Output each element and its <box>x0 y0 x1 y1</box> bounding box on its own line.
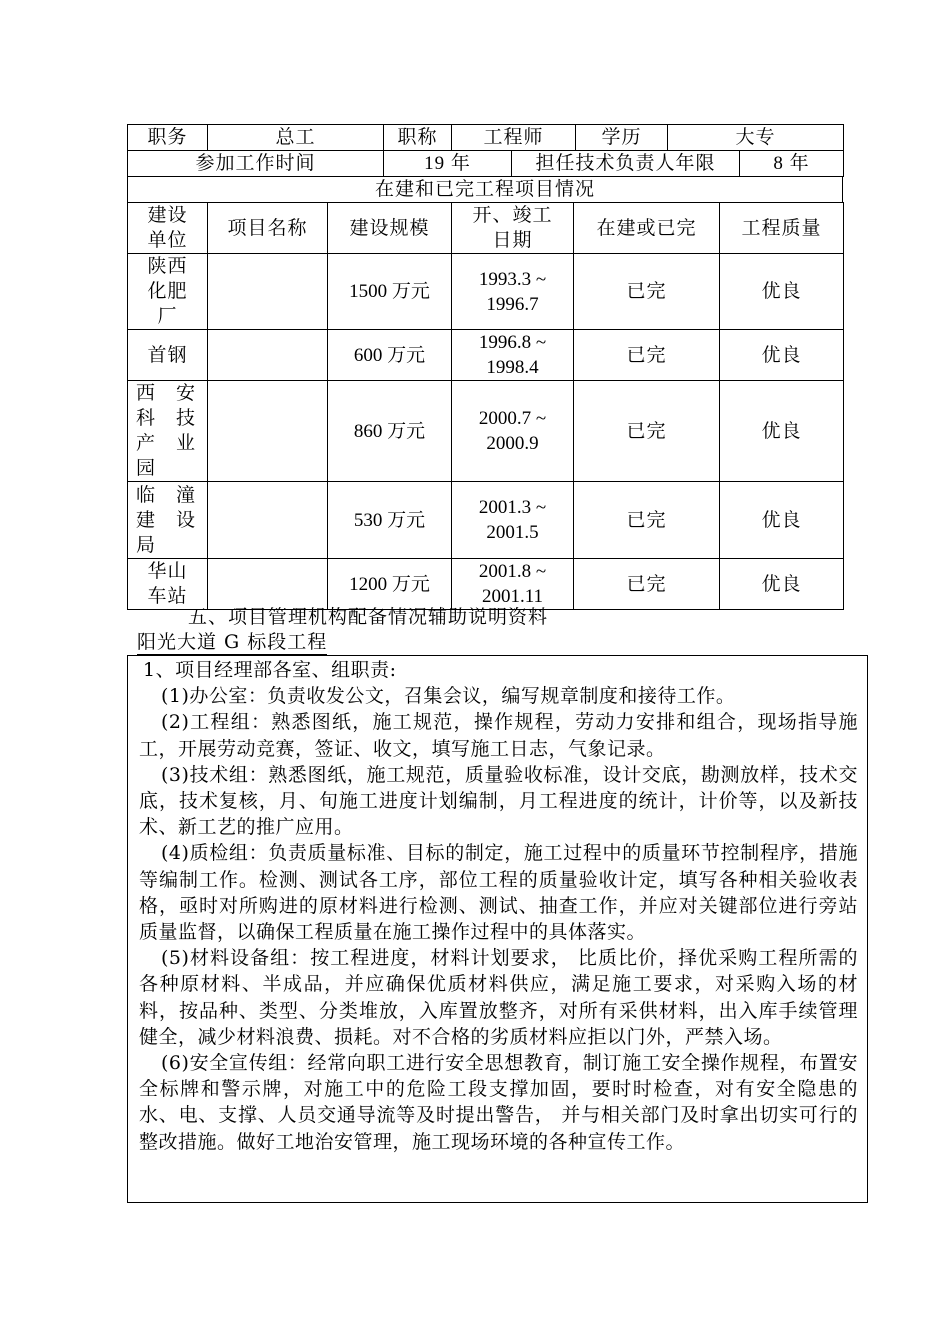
start-date: 2001.8 ~ <box>478 561 547 582</box>
scale-cell: 600 万元 <box>328 330 452 381</box>
col-header-dates <box>452 203 574 254</box>
responsibility-item: (6)安全宣传组：经常向职工进行安全思想教育，制订施工安全操作规程，布置安全标牌和警示牌，对施工中的危险工段支撑加固，要时时检查，对有安全隐患的水、电、支撑、人员交通导流等及时提出警告， 并与相关部门及时拿出切实可行的整改措施。做好工地治安管理，施工现场环境的各种宣传工作。 <box>139 1052 858 1153</box>
dates-cell <box>452 559 574 610</box>
unit-cell <box>128 482 208 559</box>
table-row <box>128 254 844 330</box>
project-name-cell <box>208 330 328 381</box>
table-row <box>128 330 844 381</box>
status-cell: 已完 <box>574 559 720 610</box>
col-header-dates-line-1: 开、竣工 <box>472 204 553 226</box>
project-name-cell <box>208 482 328 559</box>
unit-line: 科 技 <box>136 407 197 429</box>
unit-line: 化肥 <box>147 280 188 302</box>
tech-lead-label: 担任技术负责人年限 <box>512 151 740 177</box>
unit-line: 华山 <box>147 560 188 582</box>
position-label: 职务 <box>128 125 208 151</box>
position-value: 总工 <box>208 125 384 151</box>
personal-info-row-2 <box>127 150 844 177</box>
table-row <box>128 381 844 482</box>
responsibilities-box <box>127 655 868 1203</box>
title-value: 工程师 <box>452 125 576 151</box>
education-value: 大专 <box>668 125 844 151</box>
end-date: 1996.7 <box>486 293 539 315</box>
start-date: 2001.3 ~ <box>478 497 547 518</box>
quality-cell: 优良 <box>720 254 844 330</box>
col-header-quality: 工程质量 <box>720 203 844 254</box>
work-years-value: 19 年 <box>384 151 512 177</box>
table-row <box>128 559 844 610</box>
end-date: 2001.11 <box>481 586 544 607</box>
project-name-cell <box>208 559 328 610</box>
col-header-unit-line-2: 单位 <box>147 229 188 251</box>
scale-cell: 530 万元 <box>328 482 452 559</box>
unit-cell <box>128 254 208 330</box>
end-date: 2000.9 <box>486 433 539 454</box>
col-header-unit <box>128 203 208 254</box>
tech-lead-years-value: 8 年 <box>740 151 844 177</box>
status-cell: 已完 <box>574 254 720 330</box>
unit-cell <box>128 559 208 610</box>
dates-cell <box>452 330 574 381</box>
responsibility-item: (2)工程组：熟悉图纸，施工规范，操作规程，劳动力安排和组合，现场指导施工，开展劳动竞赛，签证、收文，填写施工日志，气象记录。 <box>139 711 858 760</box>
projects-table <box>127 202 844 610</box>
scale-cell: 1200 万元 <box>328 559 452 610</box>
responsibility-item: (1)办公室：负责收发公文，召集会议，编写规章制度和接待工作。 <box>161 685 736 708</box>
work-start-label: 参加工作时间 <box>128 151 384 177</box>
unit-cell <box>128 381 208 482</box>
start-date: 1996.8 ~ <box>478 332 547 353</box>
unit-line: 陕西 <box>147 255 188 277</box>
project-name-cell <box>208 254 328 330</box>
dates-cell <box>452 482 574 559</box>
unit-line: 临 潼 <box>136 483 197 506</box>
project-subtitle: 阳光大道 G 标段工程 <box>137 631 328 653</box>
dates-cell <box>452 381 574 482</box>
end-date: 1998.4 <box>486 357 539 378</box>
end-date: 2001.5 <box>486 522 539 543</box>
unit-line: 局 <box>136 533 157 556</box>
col-header-status: 在建或已完 <box>574 203 720 254</box>
scale-cell: 1500 万元 <box>328 254 452 330</box>
status-cell: 已完 <box>574 482 720 559</box>
unit-cell <box>128 330 208 381</box>
projects-header-row <box>128 203 844 254</box>
quality-cell: 优良 <box>720 330 844 381</box>
col-header-scale: 建设规模 <box>328 203 452 254</box>
status-cell: 已完 <box>574 330 720 381</box>
col-header-dates-line-2: 日期 <box>492 229 533 251</box>
quality-cell: 优良 <box>720 381 844 482</box>
unit-line: 园 <box>136 457 157 479</box>
col-header-name: 项目名称 <box>208 203 328 254</box>
start-date: 1993.3 ~ <box>478 268 547 290</box>
unit-line: 产 业 <box>136 432 197 454</box>
start-date: 2000.7 ~ <box>478 408 547 429</box>
quality-cell: 优良 <box>720 482 844 559</box>
responsibilities-heading: 1、项目经理部各室、组职责: <box>143 659 397 681</box>
unit-line: 车站 <box>147 585 188 607</box>
personal-info-row-1 <box>127 124 844 151</box>
project-name-cell <box>208 381 328 482</box>
unit-line: 首钢 <box>147 343 188 366</box>
quality-cell: 优良 <box>720 559 844 610</box>
education-label: 学历 <box>576 125 668 151</box>
status-cell: 已完 <box>574 381 720 482</box>
scale-cell: 860 万元 <box>328 381 452 482</box>
table-row <box>128 482 844 559</box>
unit-line: 厂 <box>157 305 178 327</box>
section-caption: 五、项目管理机构配备情况辅助说明资料 <box>188 606 549 628</box>
unit-line: 建 设 <box>136 508 197 531</box>
projects-section-title: 在建和已完工程项目情况 <box>128 177 843 203</box>
projects-section-title-row <box>127 176 843 203</box>
responsibility-item: (4)质检组：负责质量标准、目标的制定，施工过程中的质量环节控制程序，措施等编制工作。检测、测试各工序，部位工程的质量验收计定，填写各种相关验收表格，亟时对所购进的原材料进行检测、测试、抽查工作，并应对关键部位进行旁站质量监督，以确保工程质量在施工操作过程中的具体落实。 <box>139 842 858 944</box>
title-label: 职称 <box>384 125 452 151</box>
dates-cell <box>452 254 574 330</box>
unit-line: 西 安 <box>136 382 197 404</box>
responsibility-item: (3)技术组：熟悉图纸，施工规范，质量验收标准，设计交底，勘测放样，技术交底，技术复核，月、旬施工进度计划编制，月工程进度的统计，计价等，以及新技术、新工艺的推广应用。 <box>139 763 858 839</box>
responsibility-item: (5)材料设备组：按工程进度，材料计划要求， 比质比价，择优采购工程所需的各种原材料、半成品，并应确保优质材料供应，满足施工要求，对采购入场的材料，按品种、类型、分类堆放，入库置放整齐，对所有采供材料，出入库手续管理健全，减少材料浪费、损耗。对不合格的劣质材料应拒以门外，严禁入场。 <box>139 947 858 1048</box>
col-header-unit-line-1: 建设 <box>147 204 188 226</box>
